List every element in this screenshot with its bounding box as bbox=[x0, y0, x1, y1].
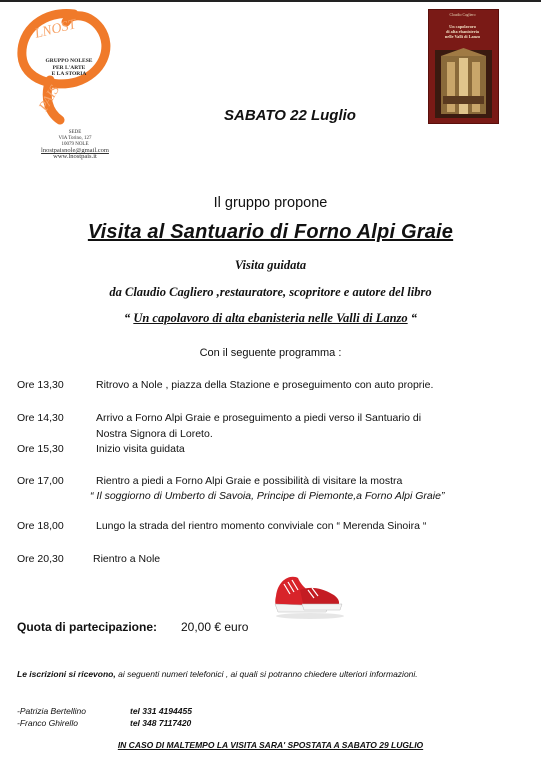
program-text: Rientro a Nole bbox=[93, 553, 161, 565]
event-date: SABATO 22 Luglio bbox=[224, 107, 356, 124]
program-time: Ore 14,30 bbox=[17, 412, 64, 424]
weather-notice: IN CASO DI MALTEMPO LA VISITA SARA' SPOSTATA A SABATO 29 LUGLIO bbox=[117, 740, 424, 750]
quota-label: Quota di partecipazione: bbox=[17, 620, 158, 634]
page-title: Visita al Santuario di Forno Alpi Graie bbox=[87, 221, 454, 243]
email-link[interactable]: lnostpaisnole@gmail.com bbox=[41, 147, 109, 154]
logo-letters-bottom: PAIS bbox=[36, 83, 63, 114]
program-text: Ritrovo a Nole , piazza della Stazione e proseguimento con auto proprie. bbox=[96, 379, 434, 391]
contact-name: -Patrizia Bertellino bbox=[17, 706, 86, 716]
address-line: 10079 NOLE bbox=[61, 142, 89, 147]
program-text: Lungo la strada del rientro momento conviviale con “ Merenda Sinoira “ bbox=[96, 520, 427, 532]
website-link[interactable]: www.lnostpais.it bbox=[53, 153, 97, 160]
program-text: Inizio visita guidata bbox=[96, 443, 185, 455]
book-cover-author: Claudio Cagliero bbox=[449, 13, 476, 17]
program-text-cont: Nostra Signora di Loreto. bbox=[96, 428, 213, 440]
address-line: VIA Torino, 127 bbox=[58, 136, 92, 141]
book-title-line: “ Un capolavoro di alta ebanisteria nelle Valli di Lanzo “ bbox=[123, 311, 418, 325]
logo-letters-top: LNOST bbox=[33, 17, 78, 42]
registration-info: Le iscrizioni si ricevono, ai seguenti numeri telefonici , ai quali si potranno chiedere ulteriori informazioni. bbox=[17, 669, 418, 679]
address-block bbox=[20, 130, 130, 160]
intro-text: Il gruppo propone bbox=[213, 195, 328, 211]
program-time: Ore 15,30 bbox=[17, 443, 64, 455]
program-time: Ore 20,30 bbox=[17, 553, 64, 565]
quota-value: 20,00 € euro bbox=[181, 620, 249, 634]
program-text: Rientro a piedi a Forno Alpi Graie e possibilità di visitare la mostra bbox=[96, 475, 403, 487]
top-rule bbox=[0, 0, 541, 2]
guide-line: da Claudio Cagliero ,restauratore, scopritore e autore del libro bbox=[109, 285, 432, 299]
contact-phone[interactable]: tel 348 7117420 bbox=[130, 718, 192, 728]
book-cover-title: Un capolavoro di alta ebanisteria nelle Valli di Lanzo bbox=[444, 24, 481, 39]
sneakers-icon bbox=[270, 566, 346, 620]
address-line: SEDE bbox=[68, 130, 82, 135]
logo-subtitle: GRUPPO NOLESE PER L'ARTE E LA STORIA bbox=[45, 58, 93, 77]
program-text: Arrivo a Forno Alpi Graie e proseguimento a piedi verso il Santuario di bbox=[96, 412, 422, 424]
subtitle: Visita guidata bbox=[234, 258, 307, 272]
contact-phone[interactable]: tel 331 4194455 bbox=[130, 706, 192, 716]
program-intro: Con il seguente programma : bbox=[199, 347, 342, 359]
program-time: Ore 17,00 bbox=[17, 475, 64, 487]
program-text-cont: “ Il soggiorno di Umberto di Savoia, Principe di Piemonte,a Forno Alpi Graie” bbox=[90, 490, 445, 502]
book-title: Un capolavoro di alta ebanisteria nelle Valli di Lanzo bbox=[133, 311, 408, 325]
program-time: Ore 13,30 bbox=[17, 379, 64, 391]
red-sneakers-image bbox=[270, 566, 346, 620]
contact-name: -Franco Ghirello bbox=[17, 718, 78, 728]
program-time: Ore 18,00 bbox=[17, 520, 64, 532]
